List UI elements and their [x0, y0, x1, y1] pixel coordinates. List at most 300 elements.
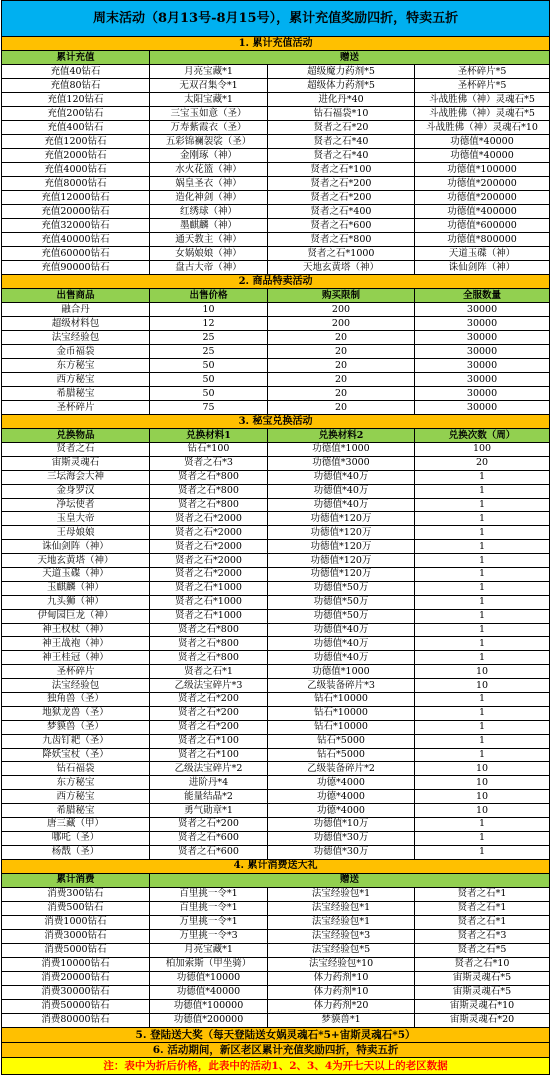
table-cell: 娲皇圣衣（神） — [150, 177, 268, 191]
table-row — [2, 720, 550, 734]
table-cell: 1 — [415, 623, 550, 637]
table-cell: 勇气勋章*1 — [150, 804, 268, 818]
table-row — [2, 484, 550, 498]
table-row — [2, 693, 550, 707]
table-row — [2, 818, 550, 832]
table-cell: 钻石*100 — [150, 443, 268, 457]
table-cell: 30000 — [415, 317, 550, 331]
table-cell: 30000 — [415, 387, 550, 401]
table-cell: 天道玉碟（神） — [415, 247, 550, 261]
table-cell: 50 — [150, 387, 268, 401]
table-cell: 功德值*40万 — [268, 498, 415, 512]
activity-table — [1, 0, 550, 1075]
table-row — [2, 804, 550, 818]
table-header-row — [2, 429, 550, 443]
activity-sheet — [1, 0, 549, 1075]
table-row — [2, 498, 550, 512]
table-cell: 钻石福袋*10 — [268, 107, 415, 121]
table-cell: 10 — [415, 790, 550, 804]
login-reward-heading: 5. 登陆送大奖（每天登陆送女娲灵魂石*5+宙斯灵魂石*5） — [2, 1027, 550, 1042]
table-cell: 玉皇大帝 — [2, 512, 150, 526]
table-row — [2, 651, 550, 665]
table-cell: 贤者之石*5 — [415, 943, 550, 957]
table-cell: 伊甸园巨龙（神） — [2, 609, 150, 623]
table-cell: 贤者之石*600 — [150, 845, 268, 859]
table-cell: 百里挑一令*1 — [150, 901, 268, 915]
table-cell: 功德值*120万 — [268, 526, 415, 540]
section-heading-row — [2, 1042, 550, 1057]
table-row — [2, 470, 550, 484]
table-cell: 超级魔力药剂*5 — [268, 65, 415, 79]
column-header: 购买限制 — [268, 289, 415, 303]
table-cell: 东方秘宝 — [2, 776, 150, 790]
table-cell: 1 — [415, 568, 550, 582]
table-cell: 神王权杖（神） — [2, 623, 150, 637]
table-cell: 消费30000钻石 — [2, 985, 150, 999]
table-cell: 贤者之石*100 — [150, 734, 268, 748]
table-cell: 造化神剑（神） — [150, 191, 268, 205]
table-cell: 功德值*30万 — [268, 845, 415, 859]
table-row — [2, 999, 550, 1013]
table-cell: 25 — [150, 331, 268, 345]
table-row — [2, 915, 550, 929]
table-cell: 功德值*100000 — [150, 999, 268, 1013]
table-row — [2, 233, 550, 247]
table-cell: 充值60000钻石 — [2, 247, 150, 261]
table-cell: 贤者之石*800 — [268, 233, 415, 247]
table-cell: 万里挑一令*1 — [150, 915, 268, 929]
table-row — [2, 790, 550, 804]
table-cell: 贤者之石*1000 — [150, 609, 268, 623]
table-row — [2, 261, 550, 275]
table-cell: 月亮宝藏*1 — [150, 65, 268, 79]
table-cell: 功德值*40万 — [268, 637, 415, 651]
table-cell: 充值1200钻石 — [2, 135, 150, 149]
table-row — [2, 443, 550, 457]
table-cell: 贤者之石*40 — [268, 135, 415, 149]
table-cell: 10 — [415, 804, 550, 818]
table-cell: 进阶丹*4 — [150, 776, 268, 790]
section-heading: 1. 累计充值活动 — [2, 37, 550, 51]
section-heading: 3. 秘宝兑换活动 — [2, 415, 550, 429]
table-cell: 25 — [150, 345, 268, 359]
table-cell: 消费300钻石 — [2, 887, 150, 901]
table-cell: 贤者之石*400 — [268, 205, 415, 219]
table-cell: 功德值*50万 — [268, 595, 415, 609]
table-row — [2, 748, 550, 762]
table-cell: 功德值*200000 — [415, 177, 550, 191]
table-cell: 功德值*1000 — [268, 443, 415, 457]
table-cell: 充值90000钻石 — [2, 261, 150, 275]
table-cell: 贤者之石*200 — [268, 177, 415, 191]
title-row — [2, 1, 550, 37]
table-row — [2, 317, 550, 331]
table-cell: 神王战袍（神） — [2, 637, 150, 651]
table-row — [2, 121, 550, 135]
table-cell: 梦貘兽*1 — [268, 1013, 415, 1027]
table-cell: 贤者之石*2000 — [150, 512, 268, 526]
table-cell: 充值200钻石 — [2, 107, 150, 121]
table-cell: 功德值*40万 — [268, 484, 415, 498]
table-cell: 1 — [415, 706, 550, 720]
table-cell: 天地玄黄塔（神） — [2, 554, 150, 568]
table-cell: 功德值*120万 — [268, 512, 415, 526]
table-cell: 贤者之石*2000 — [150, 568, 268, 582]
table-cell: 充值120钻石 — [2, 93, 150, 107]
column-header: 出售商品 — [2, 289, 150, 303]
column-header: 全服数量 — [415, 289, 550, 303]
table-cell: 贤者之石*1000 — [150, 595, 268, 609]
table-cell: 贤者之石*1 — [415, 887, 550, 901]
table-cell: 超级材料包 — [2, 317, 150, 331]
table-cell: 充值40000钻石 — [2, 233, 150, 247]
table-row — [2, 205, 550, 219]
table-cell: 宙斯灵魂石*10 — [415, 999, 550, 1013]
table-cell: 功德值*40000 — [415, 135, 550, 149]
table-cell: 斗战胜佛（神）灵魂石*5 — [415, 107, 550, 121]
table-row — [2, 845, 550, 859]
table-cell: 三坛海会大神 — [2, 470, 150, 484]
table-cell: 贤者之石*800 — [150, 637, 268, 651]
table-cell: 30000 — [415, 359, 550, 373]
table-cell: 充值4000钻石 — [2, 163, 150, 177]
table-cell: 西方秘宝 — [2, 790, 150, 804]
table-cell: 功德值*40000 — [150, 985, 268, 999]
table-cell: 万里挑一令*3 — [150, 929, 268, 943]
table-cell: 功德值*120万 — [268, 554, 415, 568]
table-cell: 1 — [415, 484, 550, 498]
table-cell: 75 — [150, 401, 268, 415]
table-cell: 30000 — [415, 303, 550, 317]
table-cell: 功德值*200000 — [415, 191, 550, 205]
table-row — [2, 831, 550, 845]
table-cell: 充值80钻石 — [2, 79, 150, 93]
table-cell: 法宝经验包*1 — [268, 915, 415, 929]
table-cell: 法宝经验包*1 — [268, 901, 415, 915]
table-cell: 圣杯碎片*5 — [415, 79, 550, 93]
table-row — [2, 359, 550, 373]
table-cell: 梦貘兽（圣） — [2, 720, 150, 734]
table-row — [2, 149, 550, 163]
table-row — [2, 665, 550, 679]
table-cell: 乙级装备碎片*3 — [268, 679, 415, 693]
table-cell: 贤者之石*800 — [150, 470, 268, 484]
table-cell: 功德值*40万 — [268, 651, 415, 665]
table-cell: 天地玄黄塔（神） — [268, 261, 415, 275]
table-cell: 1 — [415, 554, 550, 568]
table-row — [2, 107, 550, 121]
table-cell: 充值40钻石 — [2, 65, 150, 79]
table-header-row — [2, 51, 550, 65]
table-cell: 九齿钉耙（圣） — [2, 734, 150, 748]
table-cell: 1 — [415, 609, 550, 623]
table-cell: 贤者之石*200 — [150, 706, 268, 720]
table-cell: 法宝经验包 — [2, 331, 150, 345]
table-cell: 宙斯灵魂石*5 — [415, 971, 550, 985]
table-row — [2, 512, 550, 526]
table-cell: 功德值*100000 — [415, 163, 550, 177]
table-cell: 金刚琢（神） — [150, 149, 268, 163]
table-row — [2, 568, 550, 582]
table-cell: 体力药剂*10 — [268, 985, 415, 999]
table-cell: 九头狮（神） — [2, 595, 150, 609]
table-cell: 30000 — [415, 345, 550, 359]
table-cell: 降妖宝杖（圣） — [2, 748, 150, 762]
table-cell: 宙斯灵魂石*20 — [415, 1013, 550, 1027]
table-cell: 20 — [268, 387, 415, 401]
footnote: 注：表中为折后价格，此表中的活动1、2、3、4为开七天以上的老区数据 — [2, 1057, 550, 1074]
table-row — [2, 706, 550, 720]
table-row — [2, 985, 550, 999]
table-cell: 充值32000钻石 — [2, 219, 150, 233]
table-cell: 功德值*40000 — [415, 149, 550, 163]
table-row — [2, 762, 550, 776]
table-cell: 唐三藏（甲） — [2, 818, 150, 832]
table-cell: 贤者之石*40 — [268, 149, 415, 163]
table-cell: 功德值*200000 — [150, 1013, 268, 1027]
table-cell: 诛仙剑阵（神） — [415, 261, 550, 275]
table-cell: 贤者之石*200 — [150, 693, 268, 707]
table-cell: 斗战胜佛（神）灵魂石*5 — [415, 93, 550, 107]
table-cell: 1 — [415, 595, 550, 609]
table-header-row — [2, 289, 550, 303]
table-cell: 20 — [268, 345, 415, 359]
table-cell: 圣杯碎片 — [2, 401, 150, 415]
table-cell: 独角兽（圣） — [2, 693, 150, 707]
table-cell: 圣杯碎片 — [2, 665, 150, 679]
table-row — [2, 177, 550, 191]
table-cell: 贤者之石*3 — [415, 929, 550, 943]
table-cell: 体力药剂*10 — [268, 971, 415, 985]
table-cell: 无双召集令*1 — [150, 79, 268, 93]
table-cell: 法宝经验包*1 — [268, 887, 415, 901]
table-cell: 功德值*40万 — [268, 623, 415, 637]
table-cell: 贤者之石*1 — [415, 915, 550, 929]
table-cell: 水火花篮（神） — [150, 163, 268, 177]
table-cell: 功德值*50万 — [268, 581, 415, 595]
table-cell: 充值12000钻石 — [2, 191, 150, 205]
table-cell: 1 — [415, 818, 550, 832]
table-row — [2, 901, 550, 915]
table-cell: 10 — [415, 665, 550, 679]
table-cell: 30000 — [415, 331, 550, 345]
table-cell: 钻石*10000 — [268, 693, 415, 707]
table-cell: 乙级装备碎片*2 — [268, 762, 415, 776]
table-cell: 消费80000钻石 — [2, 1013, 150, 1027]
table-cell: 斗战胜佛（神）灵魂石*10 — [415, 121, 550, 135]
table-cell: 1 — [415, 845, 550, 859]
table-cell: 法宝经验包 — [2, 679, 150, 693]
table-cell: 1 — [415, 526, 550, 540]
table-row — [2, 595, 550, 609]
table-row — [2, 303, 550, 317]
table-cell: 五彩锦襕袈裟（圣） — [150, 135, 268, 149]
table-row — [2, 79, 550, 93]
table-cell: 净坛使者 — [2, 498, 150, 512]
table-cell: 通天教主（神） — [150, 233, 268, 247]
table-cell: 50 — [150, 359, 268, 373]
table-cell: 消费50000钻石 — [2, 999, 150, 1013]
table-cell: 1 — [415, 581, 550, 595]
table-row — [2, 540, 550, 554]
table-cell: 贤者之石*200 — [150, 720, 268, 734]
table-cell: 1 — [415, 498, 550, 512]
table-row — [2, 247, 550, 261]
table-cell: 1 — [415, 512, 550, 526]
table-cell: 功德值*120万 — [268, 540, 415, 554]
table-cell: 功德值*30万 — [268, 831, 415, 845]
table-cell: 圣杯碎片*5 — [415, 65, 550, 79]
table-cell: 1 — [415, 831, 550, 845]
table-cell: 哪吒（圣） — [2, 831, 150, 845]
table-row — [2, 456, 550, 470]
table-row — [2, 1013, 550, 1027]
table-cell: 20 — [415, 456, 550, 470]
table-cell: 贤者之石*2000 — [150, 540, 268, 554]
table-cell: 功德值*600000 — [415, 219, 550, 233]
table-cell: 贤者之石*2000 — [150, 526, 268, 540]
table-cell: 钻石*5000 — [268, 748, 415, 762]
table-cell: 天道玉碟（神） — [2, 568, 150, 582]
table-cell: 1 — [415, 637, 550, 651]
table-cell: 1 — [415, 748, 550, 762]
column-header: 出售价格 — [150, 289, 268, 303]
table-row — [2, 191, 550, 205]
column-header: 兑换次数（周） — [415, 429, 550, 443]
table-cell: 宙斯灵魂石 — [2, 456, 150, 470]
column-header: 兑换材料2 — [268, 429, 415, 443]
table-cell: 乙级法宝碎片*3 — [150, 679, 268, 693]
table-cell: 贤者之石 — [2, 443, 150, 457]
table-cell: 充值8000钻石 — [2, 177, 150, 191]
table-row — [2, 401, 550, 415]
table-cell: 消费5000钻石 — [2, 943, 150, 957]
table-cell: 1 — [415, 651, 550, 665]
table-cell: 功德*4000 — [268, 790, 415, 804]
table-cell: 墨麒麟（神） — [150, 219, 268, 233]
table-cell: 进化丹*40 — [268, 93, 415, 107]
table-cell: 百里挑一令*1 — [150, 887, 268, 901]
table-row — [2, 331, 550, 345]
table-cell: 太阳宝藏*1 — [150, 93, 268, 107]
table-cell: 玉麒麟（神） — [2, 581, 150, 595]
table-cell: 1 — [415, 470, 550, 484]
table-cell: 功德值*40万 — [268, 470, 415, 484]
table-cell: 100 — [415, 443, 550, 457]
table-cell: 30000 — [415, 373, 550, 387]
table-cell: 200 — [268, 303, 415, 317]
column-header: 累计消费 — [2, 873, 150, 887]
table-cell: 贤者之石*10 — [415, 957, 550, 971]
table-row — [2, 93, 550, 107]
section-heading-row — [2, 859, 550, 873]
table-cell: 希腊秘宝 — [2, 804, 150, 818]
table-cell: 消费1000钻石 — [2, 915, 150, 929]
table-cell: 法宝经验包*10 — [268, 957, 415, 971]
table-cell: 宙斯灵魂石*5 — [415, 985, 550, 999]
table-cell: 1 — [415, 693, 550, 707]
table-cell: 贤者之石*200 — [150, 818, 268, 832]
table-cell: 金身罗汉 — [2, 484, 150, 498]
table-cell: 消费10000钻石 — [2, 957, 150, 971]
table-cell: 1 — [415, 734, 550, 748]
table-cell: 10 — [415, 776, 550, 790]
table-cell: 功德值*10万 — [268, 818, 415, 832]
note-row — [2, 1057, 550, 1074]
section-heading-row — [2, 415, 550, 429]
table-row — [2, 135, 550, 149]
table-row — [2, 581, 550, 595]
table-row — [2, 887, 550, 901]
table-cell: 功德值*3000 — [268, 456, 415, 470]
table-cell: 贤者之石*2000 — [150, 554, 268, 568]
table-cell: 消费20000钻石 — [2, 971, 150, 985]
table-cell: 功德值*10000 — [150, 971, 268, 985]
column-header: 赠送 — [150, 51, 550, 65]
table-cell: 钻石*10000 — [268, 720, 415, 734]
table-row — [2, 776, 550, 790]
section-heading-row — [2, 37, 550, 51]
table-cell: 贤者之石*1000 — [150, 581, 268, 595]
page-title: 周末活动（8月13号-8月15号），累计充值奖励四折，特卖五折 — [2, 1, 550, 37]
table-cell: 法宝经验包*3 — [268, 929, 415, 943]
table-cell: 10 — [415, 679, 550, 693]
table-cell: 消费3000钻石 — [2, 929, 150, 943]
discount-heading: 6. 活动期间，新区老区累计充值奖励四折，特卖五折 — [2, 1042, 550, 1057]
table-row — [2, 943, 550, 957]
table-cell: 功德值*120万 — [268, 568, 415, 582]
table-row — [2, 387, 550, 401]
column-header: 兑换物品 — [2, 429, 150, 443]
table-row — [2, 526, 550, 540]
column-header: 兑换材料1 — [150, 429, 268, 443]
table-row — [2, 65, 550, 79]
table-cell: 50 — [150, 373, 268, 387]
table-cell: 东方秘宝 — [2, 359, 150, 373]
table-cell: 12 — [150, 317, 268, 331]
table-cell: 充值20000钻石 — [2, 205, 150, 219]
table-cell: 1 — [415, 540, 550, 554]
section-heading: 4. 累计消费送大礼 — [2, 859, 550, 873]
table-row — [2, 623, 550, 637]
table-cell: 杨戬（圣） — [2, 845, 150, 859]
table-cell: 贤者之石*600 — [150, 831, 268, 845]
table-cell: 功德值*400000 — [415, 205, 550, 219]
table-cell: 功德值*1000 — [268, 665, 415, 679]
table-cell: 月亮宝藏*1 — [150, 943, 268, 957]
table-cell: 20 — [268, 401, 415, 415]
table-cell: 希腊秘宝 — [2, 387, 150, 401]
table-cell: 20 — [268, 373, 415, 387]
table-cell: 诛仙剑阵（神） — [2, 540, 150, 554]
table-cell: 200 — [268, 317, 415, 331]
table-cell: 30000 — [415, 401, 550, 415]
table-cell: 体力药剂*20 — [268, 999, 415, 1013]
table-cell: 三宝玉如意（圣） — [150, 107, 268, 121]
table-row — [2, 609, 550, 623]
table-cell: 消费500钻石 — [2, 901, 150, 915]
table-row — [2, 929, 550, 943]
section-heading-row — [2, 275, 550, 289]
table-cell: 能量结晶*2 — [150, 790, 268, 804]
table-row — [2, 219, 550, 233]
table-cell: 万寿紫霞衣（圣） — [150, 121, 268, 135]
table-cell: 西方秘宝 — [2, 373, 150, 387]
table-cell: 10 — [415, 762, 550, 776]
table-row — [2, 554, 550, 568]
table-cell: 贤者之石*20 — [268, 121, 415, 135]
table-cell: 融合丹 — [2, 303, 150, 317]
